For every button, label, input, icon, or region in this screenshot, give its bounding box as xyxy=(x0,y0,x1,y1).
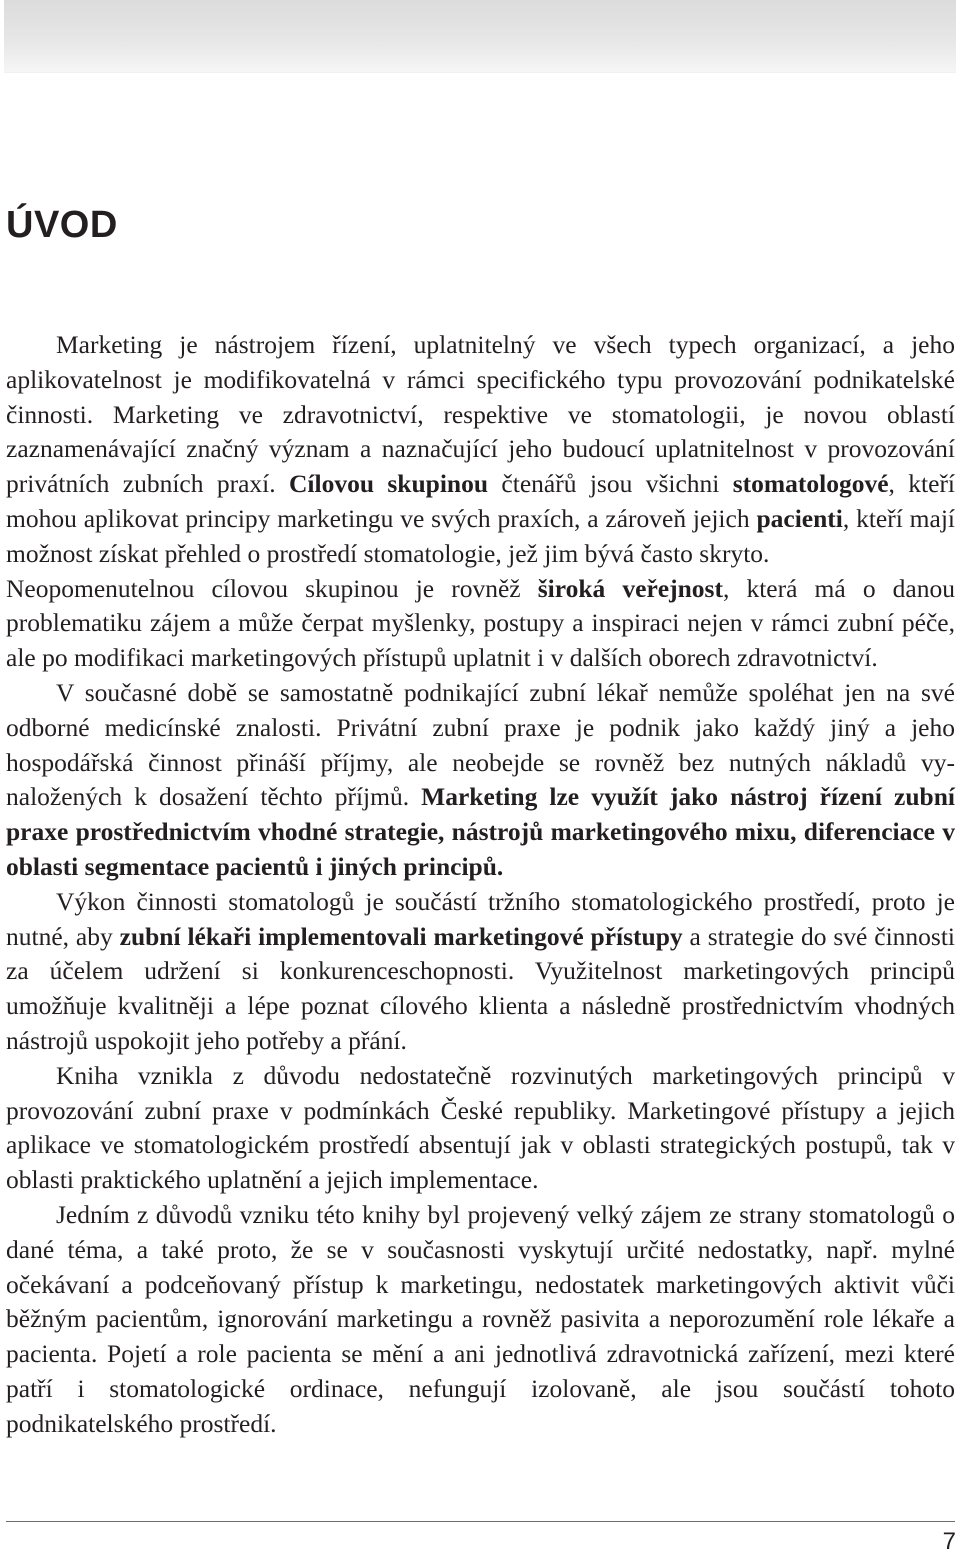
text-segment: Marketing je nástrojem řízení, uplatnitelný ve všech typech organizací, a jeho aplikovatelnost je modifikovatelná v rámci specifického typu provozování podnikatelské činnosti. Marketing ve zdravotnictví, respektive ve stomatologii, je novou oblastí zaznamenávající značný význam a naznačující jeho budoucí uplatnitelnost v provozování privátních zubních praxí. xyxy=(6,330,955,499)
text-segment: , kteří mohou aplikovat principy marketingu ve svých praxích, a zároveň jejich xyxy=(6,469,956,533)
text-segment: V současné době se samostatně podnikající zubní lékař nemůže spoléhat jen na své odborné medicínské znalosti. Privátní zubní praxe je podnik jako každý jiný a jeho hospodářská činnost přináší příjmy, ale neobejde se rovněž bez nutných nákladů vynaložených k dosažení těchto příjmů. xyxy=(6,677,955,812)
paragraph xyxy=(6,676,955,885)
text-segment: Výkon činnosti stomatologů je součástí tržního stomatologického prostředí, proto je nutné, aby xyxy=(6,886,955,951)
bold-text-segment: pacienti xyxy=(756,503,843,533)
bold-text-segment: Cílovou skupinou xyxy=(288,469,489,499)
text-segment: čtenářů jsou všichni xyxy=(488,469,733,499)
paragraph xyxy=(6,885,955,1059)
body-text xyxy=(6,328,955,1442)
paragraph xyxy=(6,572,955,676)
footer-rule xyxy=(6,1521,955,1522)
chapter-title: ÚVOD xyxy=(6,204,118,246)
text-segment: , kteří mají možnost získat přehled o prostředí stomatologie, jež jim bývá často skryto. xyxy=(6,503,955,568)
header-band xyxy=(4,0,956,73)
text-segment: Kniha vznikla z důvodu nedostatečně rozvinutých marketingových principů v provozování zubní praxe v podmínkách České republiky. Marketingové přístupy a jejich aplikace ve stomatologickém prostředí absentují jak v oblasti strategických postupů, tak v oblasti praktického uplatnění a jejich implementace. xyxy=(6,1060,955,1195)
bold-text-segment: zubní lékaři implementovali marketingové přístupy xyxy=(119,921,683,951)
page-number: 7 xyxy=(942,1528,956,1555)
paragraph xyxy=(6,1059,955,1198)
text-segment: , která má o danou problematiku zájem a může čerpat myšlenky, postupy a inspiraci nejen v rámci zubní péče, ale po modifikaci marketingových přístupů uplatnit i v dalších oborech zdravotnictví. xyxy=(6,573,956,673)
bold-text-segment: stomatologové xyxy=(732,469,889,499)
text-segment: a strategie do své činnosti za účelem udržení si konkurenceschopnosti. Využitelnost marketingových principů umožňuje kvalitněji a lépe poznat cílového klienta a následně prostřednictvím vhodných nástrojů uspokojit jeho potřeby a přání. xyxy=(6,921,955,1055)
text-segment: Neopomenutelnou cílovou skupinou je rovněž xyxy=(6,573,538,603)
bold-text-segment: široká veřejnost xyxy=(537,573,723,603)
text-segment: Jedním z důvodů vzniku této knihy byl projevený velký zájem ze strany stomatologů o dané téma, a také proto, že se v současnosti vyskytují určité nedostatky, např. mylné očekávaní a podceňovaný přístup k marketingu, nedostatek marketingových aktivit vůči běžným pacientům, ignorování marketingu a rovněž pasivita a neporozumění role lékaře a pacienta. Pojetí a role pacienta se mění a ani jednotlivá zdravotnická zařízení, mezi které patří i stomatologické ordinace, nefungují izolovaně, ale jsou součástí tohoto podnikatelského prostředí. xyxy=(6,1199,955,1438)
paragraph xyxy=(6,328,955,572)
bold-text-segment: Marketing lze využít jako nástroj řízení zubní praxe prostřednictvím vhodné strategie, nástrojů marketingového mixu, diferenciace v oblasti segmentace pacientů i jiných principů. xyxy=(6,782,955,881)
paragraph xyxy=(6,1198,955,1442)
